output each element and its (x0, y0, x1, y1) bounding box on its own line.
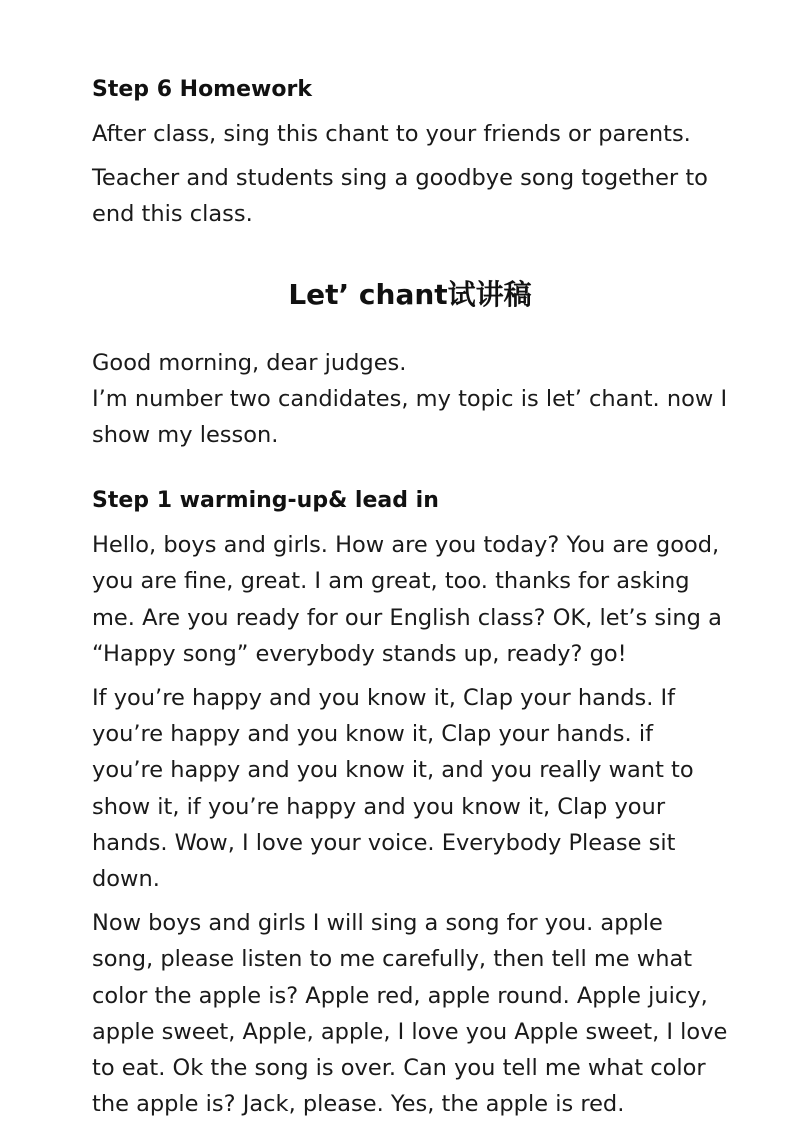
homework-paragraph: After class, sing this chant to your friends or parents. (92, 121, 691, 147)
step1-paragraph: Now boys and girls I will sing a song for you. apple song, please listen to me carefully, then tell me what color the apple is? Apple red, apple round. Apple juicy, apple sweet, Apple, apple, I love you Apple sweet, I love to eat. Ok the song is over. Can you tell me what color the apple is? Jack, please. Yes, the apple is red. (92, 910, 728, 1118)
step1-heading: Step 1 warming-up& lead in (92, 488, 439, 514)
step6-heading: Step 6 Homework (92, 77, 312, 102)
homework-paragraph: Teacher and students sing a goodbye song together to end this class. (92, 165, 708, 228)
document-page (92, 70, 728, 1122)
step1-paragraph: If you’re happy and you know it, Clap your hands. If you’re happy and you know it, Clap your hands. if you’re happy and you know it, and you really want to show it, if you’re happy and you know it, Clap your hands. Wow, I love your voice. Everybody Please sit down. (92, 685, 694, 893)
intro-paragraph: Good morning, dear judges. I’m number two candidates, my topic is let’ chant. now I show my lesson. (92, 349, 728, 449)
document-title: Let’ chant试讲稿 (288, 277, 532, 311)
step1-paragraph: Hello, boys and girls. How are you today? You are good, you are fine, great. I am great, too. thanks for asking me. Are you ready for our English class? OK, let’s sing a “Happy song” everybody stands up, ready? go! (92, 532, 722, 667)
